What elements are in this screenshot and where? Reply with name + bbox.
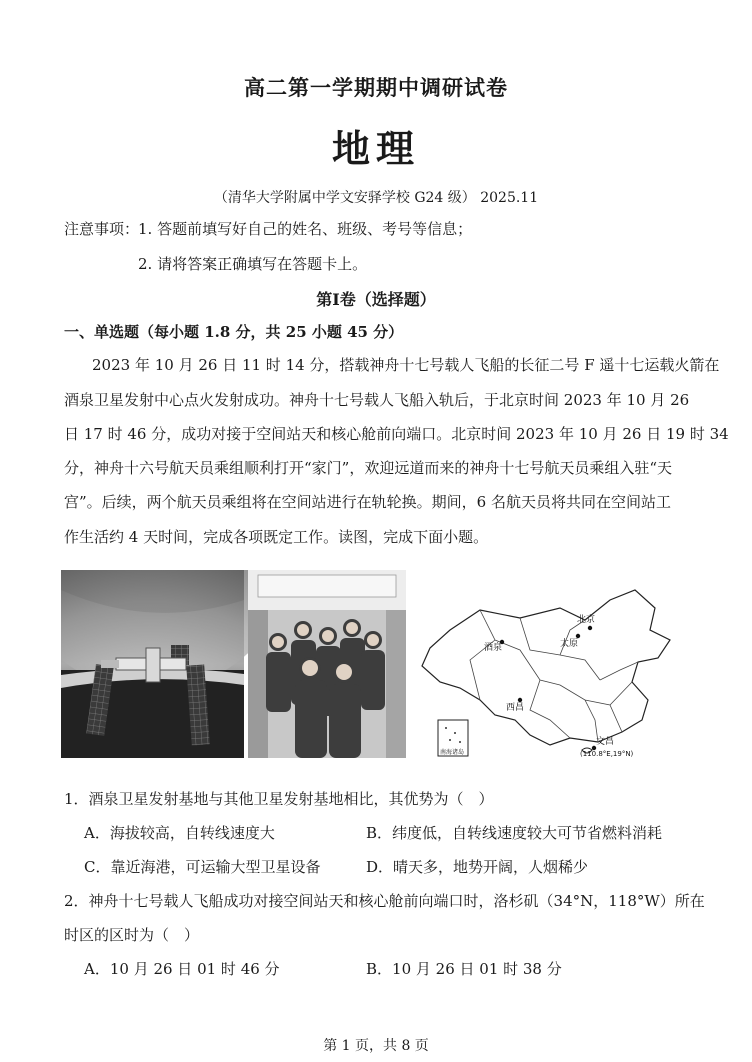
- question-1-option-d[interactable]: D．晴天多，地势开阔，人烟稀少: [366, 858, 589, 876]
- note-item-1: 1. 答题前填写好自己的姓名、班级、考号等信息；: [138, 220, 473, 238]
- label-xichang: 西昌: [506, 703, 525, 713]
- figure-row: [61, 570, 687, 758]
- question-2-option-b[interactable]: B．10 月 26 日 01 时 38 分: [366, 960, 562, 978]
- label-taiyuan: 太原: [560, 639, 579, 649]
- passage-line: 2023 年 10 月 26 日 11 时 14 分，搭载神舟十七号载人飞船的长征二号 F 遥十七运载火箭在: [92, 356, 720, 374]
- china-map: [410, 570, 687, 758]
- astronauts-photo: [248, 570, 406, 758]
- question-2-stem-line2: 时区的区时为（ ）: [64, 926, 200, 944]
- passage-line: 分，神舟十六号航天员乘组顺利打开“家门”，欢迎远道而来的神舟十七号航天员乘组入驻“天: [64, 459, 673, 477]
- section-title: 第Ⅰ卷（选择题）: [316, 290, 436, 309]
- label-beijing: 北京: [577, 615, 596, 625]
- label-south-sea: 南海诸岛: [440, 749, 465, 756]
- label-wenchang-coord: (110.8°E,19°N): [580, 750, 634, 758]
- subject-title: 地理: [331, 126, 420, 171]
- question-2-stem-line1: 2．神舟十七号载人飞船成功对接空间站天和核心舱前向端口时，洛杉矶（34°N，118°W）所在: [64, 892, 705, 910]
- label-jiuquan: 酒泉: [484, 643, 503, 653]
- passage-line: 酒泉卫星发射中心点火发射成功。神舟十七号载人飞船入轨后，于北京时间 2023 年 10 月 26: [64, 391, 690, 409]
- passage-line: 宫”。后续，两个航天员乘组将在空间站进行在轨轮换。期间，6 名航天员将共同在空间站工: [64, 493, 671, 511]
- school-line: （清华大学附属中学文安驿学校 G24 级） 2025.11: [213, 190, 539, 206]
- question-1-option-c[interactable]: C．靠近海港，可运输大型卫星设备: [84, 858, 321, 876]
- passage-line: 作生活约 4 天时间，完成各项既定工作。读图，完成下面小题。: [64, 528, 489, 546]
- note-item-2: 2. 请将答案正确填写在答题卡上。: [138, 255, 368, 273]
- notes-label: 注意事项：: [64, 220, 140, 238]
- question-1-option-a[interactable]: A．海拔较高，自转线速度大: [84, 824, 275, 842]
- exam-title: 高二第一学期期中调研试卷: [244, 75, 508, 100]
- question-1-option-b[interactable]: B．纬度低，自转线速度较大可节省燃料消耗: [366, 824, 663, 842]
- label-wenchang: 文昌: [596, 737, 615, 747]
- section-subtitle: 一、单选题（每小题 1.8 分，共 25 小题 45 分）: [64, 323, 404, 341]
- passage-line: 日 17 时 46 分，成功对接于空间站天和核心舱前向端口。北京时间 2023 年 10 月 26 日 19 时 34: [64, 425, 729, 443]
- page-footer: 第 1 页，共 8 页: [323, 1038, 429, 1054]
- question-1-stem: 1．酒泉卫星发射基地与其他卫星发射基地相比，其优势为（ ）: [64, 790, 494, 808]
- question-2-option-a[interactable]: A．10 月 26 日 01 时 46 分: [84, 960, 280, 978]
